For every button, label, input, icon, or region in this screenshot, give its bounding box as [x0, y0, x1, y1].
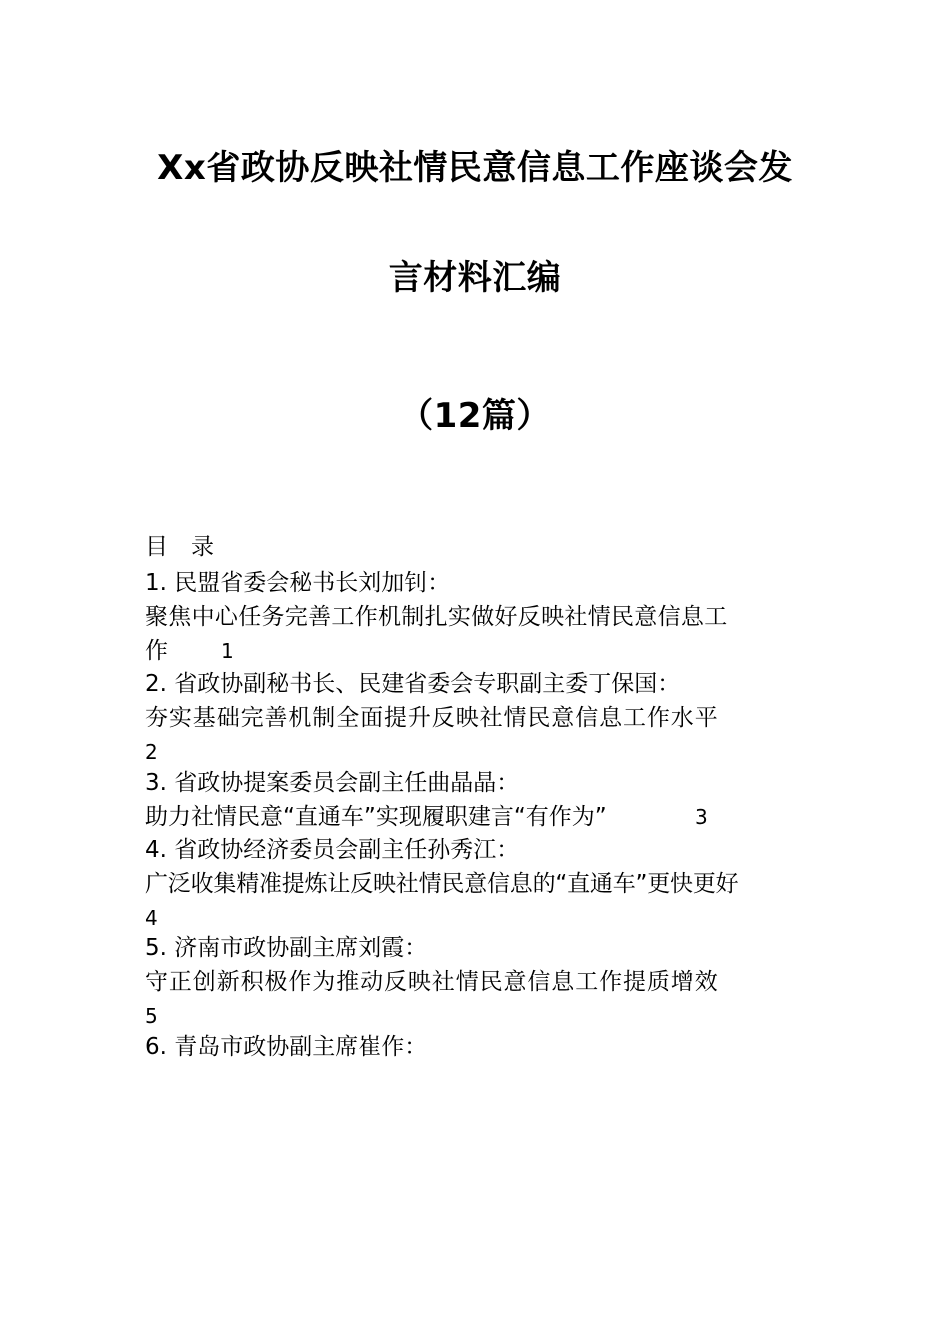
toc-entry-1-title-line-1: 聚焦中心任务完善工作机制扎实做好反映社情民意信息工: [145, 604, 728, 630]
toc-entry-4-speaker: 4. 省政协经济委员会副主任孙秀江：: [145, 837, 520, 863]
toc-entry-6-speaker: 6. 青岛市政协副主席崔作：: [145, 1034, 428, 1060]
toc-entry-1-speaker: 1. 民盟省委会秘书长刘加钊：: [145, 570, 451, 596]
toc-heading: 目 录: [145, 534, 214, 560]
toc-entry-1-page-number: 1: [221, 639, 234, 663]
document-subtitle: （12篇）: [399, 396, 551, 436]
toc-entry-2-speaker: 2. 省政协副秘书长、民建省委会专职副主委丁保国：: [145, 671, 681, 697]
toc-entry-3-speaker: 3. 省政协提案委员会副主任曲晶晶：: [145, 770, 520, 796]
toc-entry-1-title-line-2: 作: [145, 638, 168, 664]
toc-entry-3-title: 助力社情民意“直通车”实现履职建言“有作为”: [145, 804, 607, 830]
document-title-line-2: 言材料汇编: [388, 258, 562, 298]
toc-entry-4-title: 广泛收集精准提炼让反映社情民意信息的“直通车”更快更好: [145, 871, 739, 897]
toc-entry-5-title: 守正创新积极作为推动反映社情民意信息工作提质增效: [145, 969, 719, 995]
toc-entry-5-page-number: 5: [145, 1004, 158, 1028]
toc-entry-2-page-number: 2: [145, 740, 158, 764]
toc-entry-3-page-number: 3: [695, 805, 708, 829]
toc-entry-5-speaker: 5. 济南市政协副主席刘霞：: [145, 935, 428, 961]
document-title-line-1: Xx省政协反映社情民意信息工作座谈会发: [157, 148, 793, 188]
toc-entry-2-title: 夯实基础完善机制全面提升反映社情民意信息工作水平: [145, 705, 719, 731]
toc-entry-4-page-number: 4: [145, 906, 158, 930]
